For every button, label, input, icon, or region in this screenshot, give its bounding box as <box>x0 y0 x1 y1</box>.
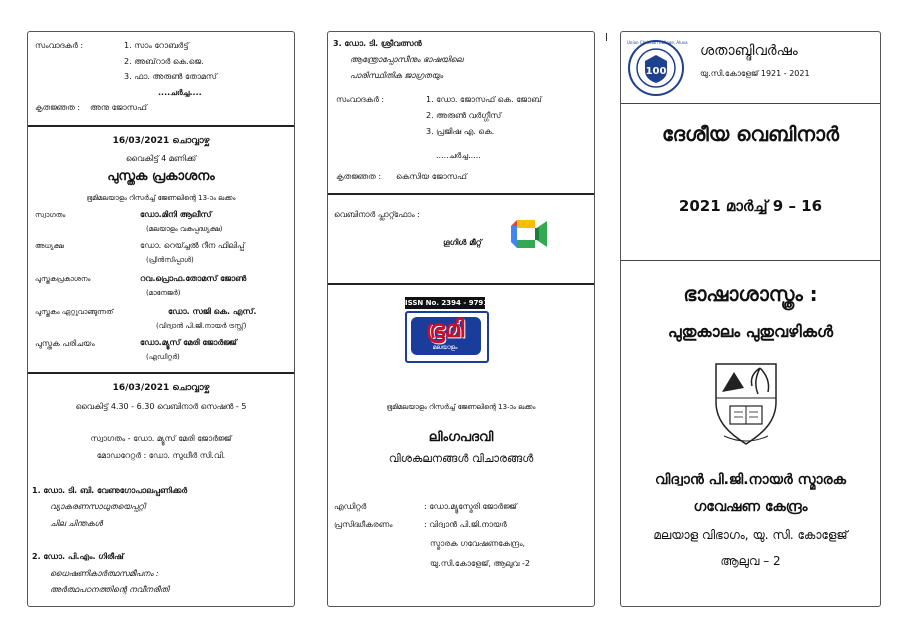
person-name: ഡോ. സജി കെ. എസ്. <box>168 307 257 316</box>
theme-line-2: പുതുകാലം പുതുവഴികൾ <box>667 322 834 341</box>
session-time: വൈകിട്ട് 4 മണിക്ക് <box>125 154 197 163</box>
college-years: യു.സി.കോളേജ് 1921 - 2021 <box>700 69 810 78</box>
talk-topic: അർത്ഥപഠനത്തിന്റെ നവീനരീതി <box>50 585 169 594</box>
publisher-label: പ്രസിദ്ധീകരണം <box>334 520 393 529</box>
person-name: ഡോ.മ്യൂസ് മേരി ജോർജ്ജ് <box>140 338 237 347</box>
google-meet-icon <box>511 218 551 254</box>
moderator-item: 2. അബ്‌റാർ കെ.ജെ. <box>124 57 204 66</box>
theme-line-1: ഭാഷാശാസ്ത്രം : <box>683 282 818 306</box>
person-role: (മലയാളം വകുപ്പദ്ധ്യക്ഷ) <box>146 225 223 233</box>
book-subtitle: വിശകലനങ്ങൾ വിചാരങ്ങൾ <box>388 452 534 465</box>
department-line: മലയാള വിഭാഗം, യു. സി. കോളേജ് <box>653 528 848 542</box>
place-line: ആലുവ – 2 <box>720 554 781 568</box>
left-panel <box>27 31 295 607</box>
section-divider <box>621 103 880 104</box>
role-label: പുസ്തകം ഏറ്റുവാങ്ങുന്നത് <box>35 308 114 316</box>
role-label: അധ്യക്ഷ <box>35 242 64 250</box>
talk-topic: ചില ചിന്തകൾ <box>50 519 103 528</box>
journal-logo-sub: മലയാളം <box>432 344 458 351</box>
person-role: (മാനേജർ) <box>146 289 181 297</box>
moderator-line: മോഡറേറ്റർ : ഡോ. സുധീർ സി.വി. <box>96 451 226 460</box>
college-seal <box>627 39 688 101</box>
publisher-line: : വിദ്വാൻ പി.ജി.നായർ <box>424 520 507 529</box>
editor-name: : ഡോ.മ്യൂസ്മേരി ജോർജ്ജ് <box>424 502 517 511</box>
person-role: (എഡിറ്റർ) <box>146 353 180 361</box>
thanks-name: കെസിയ ജോസഫ് <box>396 172 467 181</box>
journal-logo-text: ഭൂമി <box>425 315 465 343</box>
section-divider <box>328 193 594 195</box>
moderator-item: 3. ഫാ. അരുൺ തോമസ് <box>124 72 217 81</box>
speaker-name: 3. ഡോ. ടി. ശ്രീവത്സൻ <box>333 39 422 48</box>
thanks-label: കൃതജ്ഞത : <box>336 172 382 181</box>
moderators-label: സംവാദകർ : <box>336 95 385 104</box>
editor-label: എഡിറ്റർ <box>334 502 367 511</box>
publisher-line: യു.സി.കോളേജ്, ആലുവ -2 <box>430 559 530 568</box>
section-divider <box>28 125 294 127</box>
person-name: റവ.പ്രൊഫ.തോമസ് ജോൺ <box>140 274 247 283</box>
person-role: (പ്രിൻസിപ്പാൾ) <box>146 256 194 264</box>
speaker-name: 1. ഡോ. ടി. ബി. വേണുഗോപാലപ്പണിക്കർ <box>32 486 188 495</box>
thanks-name: അനു ജോസഫ് <box>90 103 147 112</box>
moderator-item: 2. അരുൺ വർഗ്ഗീസ് <box>426 111 502 120</box>
role-label: സ്വാഗതം <box>35 211 66 219</box>
section-divider <box>328 283 594 285</box>
book-release-heading: പുസ്തക പ്രകാശനം <box>107 169 215 184</box>
speaker-name: 2. ഡോ. പി.എം. ഗിരീഷ് <box>32 552 124 561</box>
emblem-icon <box>714 362 778 450</box>
fold-mark <box>606 33 607 41</box>
organizer-line-2: ഗവേഷണ കേന്ദ്രം <box>693 499 808 515</box>
section-divider <box>28 372 294 374</box>
journal-issue-note: ഭൂമിമലയാളം റിസർച്ച് ജേണലിന്റെ 13-ാം ലക്കം <box>386 403 536 411</box>
person-role: (വിദ്വാൻ പി.ജി.നായർ ട്രസ്റ്റ്) <box>156 322 247 330</box>
svg-text:100: 100 <box>645 66 667 77</box>
journal-logo <box>405 311 489 363</box>
thanks-label: കൃതജ്ഞത : <box>35 103 81 112</box>
event-type: ദേശീയ വെബിനാർ <box>661 122 840 146</box>
middle-panel <box>327 31 595 607</box>
centenary-title: ശതാബ്ദിവർഷം <box>700 43 798 59</box>
welcome-line: സ്വാഗതം - ഡോ. മ്യൂസ് മേരി ജോർജ്ജ് <box>90 434 232 443</box>
talk-topic: വ്യാകരണസാധുതയെപ്പറ്റി <box>50 502 146 511</box>
talk-topic: പാരിസ്ഥിതിക ജാഗ്രതയും <box>350 71 444 80</box>
seal-text: Union Christian College, Aluva <box>627 40 688 45</box>
moderators-label: സംവാദകർ : <box>35 41 84 50</box>
issn-label: ISSN No. 2394 - 9791 <box>405 299 489 307</box>
moderator-item: 3. പ്രജിഷ എ. കെ. <box>426 127 495 136</box>
session-time: വൈകിട്ട് 4.30 - 6.30 വെബിനാർ സെഷൻ - 5 <box>75 402 247 411</box>
moderator-item: 1. ഡോ. ജോസഫ് കെ. ജോബ് <box>426 95 542 104</box>
person-name: ഡോ.മിനി ആലീസ് <box>140 210 212 219</box>
section-divider <box>621 260 880 261</box>
book-title: ലിംഗപദവി <box>428 430 494 445</box>
talk-topic: ആന്ത്രോപ്പോസീനും ഭാഷയിലെ <box>350 55 464 64</box>
event-dates: 2021 മാർച്ച് 9 – 16 <box>678 197 823 215</box>
cover-panel <box>620 31 881 607</box>
role-label: പുസ്തകപ്രകാശനം <box>35 275 91 283</box>
platform-name: ഗൂഗിൾ മീറ്റ് <box>443 238 482 247</box>
organizer-line-1: വിദ്വാൻ പി.ജി.നായർ സ്മാരക <box>655 472 846 488</box>
moderator-item: 1. സാം റോബർട്ട് <box>124 41 189 50</box>
person-name: ഡോ. റെയ്ച്ചൽ റീന ഫിലിപ്പ് <box>140 241 245 250</box>
publisher-line: സ്മാരക ഗവേഷണകേന്ദ്രം, <box>430 539 526 548</box>
session-date: 16/03/2021 ചൊവ്വാഴ്ച <box>112 383 210 393</box>
journal-issue-note: ഭൂമിമലയാളം റിസർച്ച് ജേണലിന്റെ 13-ാം ലക്കം <box>86 194 236 202</box>
role-label: പുസ്തക പരിചയം <box>35 339 95 348</box>
discussion-label: ....ചർച്ച.... <box>158 88 202 97</box>
talk-topic: ധൈഷണികാർത്ഥസമീപനം : <box>50 569 159 578</box>
platform-label: വെബിനാർ പ്ലാറ്റ്ഫോം : <box>334 210 420 219</box>
session-date: 16/03/2021 ചൊവ്വാഴ്ച <box>112 136 210 146</box>
discussion-label: .....ചർച്ച..... <box>436 151 481 160</box>
